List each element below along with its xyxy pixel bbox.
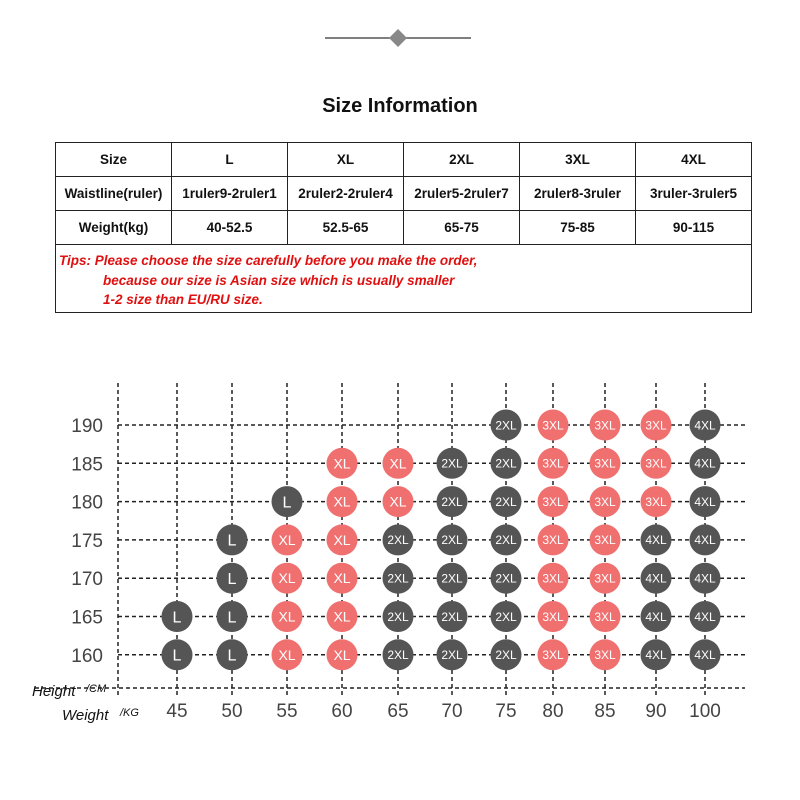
y-tick-label: 160 xyxy=(71,645,103,667)
table-cell: 3ruler-3ruler5 xyxy=(636,177,752,211)
table-header-cell: Size xyxy=(56,143,172,177)
size-dot-label: XL xyxy=(333,608,351,625)
table-cell: 2ruler8-3ruler xyxy=(520,177,636,211)
tips-line: 1-2 size than EU/RU size. xyxy=(103,292,263,307)
size-dot-label: L xyxy=(227,570,237,588)
size-dot-label: 3XL xyxy=(594,609,616,624)
size-dot-label: 4XL xyxy=(694,456,716,471)
size-dot-label: 4XL xyxy=(694,571,716,586)
size-dot-label: 4XL xyxy=(694,648,716,663)
size-dot-label: 2XL xyxy=(495,533,517,548)
size-dot-label: XL xyxy=(278,570,296,587)
y-axis-title: Height xyxy=(32,683,76,700)
x-tick-label: 90 xyxy=(645,701,667,722)
table-cell: 40-52.5 xyxy=(172,211,288,245)
y-tick-label: 170 xyxy=(71,569,103,591)
y-tick-label: 165 xyxy=(71,607,103,629)
divider-ornament xyxy=(325,28,471,48)
size-dot-label: 3XL xyxy=(542,456,564,471)
table-cell: 2ruler5-2ruler7 xyxy=(404,177,520,211)
size-dot-label: 2XL xyxy=(387,609,409,624)
table-cell: Waistline(ruler) xyxy=(56,177,172,211)
x-tick-label: 85 xyxy=(594,701,616,722)
x-tick-label: 45 xyxy=(166,701,188,722)
tips-cell xyxy=(56,245,752,313)
size-dot-label: 2XL xyxy=(495,494,517,509)
size-dot-label: 2XL xyxy=(387,533,409,548)
size-dot-label: 3XL xyxy=(542,418,564,433)
page-title: Size Information xyxy=(322,95,478,117)
size-dot-label: 4XL xyxy=(645,648,667,663)
table-cell: 75-85 xyxy=(520,211,636,245)
table-header-cell: 2XL xyxy=(404,143,520,177)
size-dot-label: XL xyxy=(333,455,351,472)
table-header-cell: 3XL xyxy=(520,143,636,177)
table-cell: 52.5-65 xyxy=(288,211,404,245)
size-dot-label: 4XL xyxy=(645,533,667,548)
size-dot-label: 2XL xyxy=(387,648,409,663)
size-dot-label: 2XL xyxy=(441,533,463,548)
x-tick-label: 100 xyxy=(689,701,721,722)
size-dot-label: 2XL xyxy=(441,609,463,624)
size-dot-label: 4XL xyxy=(694,609,716,624)
size-dot-label: 4XL xyxy=(645,609,667,624)
size-chart xyxy=(0,370,800,740)
x-tick-label: 80 xyxy=(542,701,564,722)
size-dot-label: 4XL xyxy=(694,533,716,548)
size-dot-label: 3XL xyxy=(594,456,616,471)
size-dot-label: 3XL xyxy=(542,494,564,509)
size-dot-label: 3XL xyxy=(542,533,564,548)
table-header-cell: L xyxy=(172,143,288,177)
table-cell: 1ruler9-2ruler1 xyxy=(172,177,288,211)
tips-line: because our size is Asian size which is usually smaller xyxy=(103,272,455,288)
x-axis-title: Weight xyxy=(62,707,109,724)
y-tick-label: 175 xyxy=(71,530,103,552)
size-dot-label: 3XL xyxy=(645,494,667,509)
size-dot-label: 3XL xyxy=(645,456,667,471)
size-dot-label: XL xyxy=(278,608,296,625)
y-tick-label: 180 xyxy=(71,492,103,514)
size-dot-label: L xyxy=(227,609,237,627)
size-dot-label: XL xyxy=(389,455,407,472)
table-cell: 65-75 xyxy=(404,211,520,245)
table-cell: 90-115 xyxy=(636,211,752,245)
size-dot-label: 3XL xyxy=(594,494,616,509)
size-dot-label: 3XL xyxy=(542,648,564,663)
size-dot-label: 3XL xyxy=(645,418,667,433)
size-dot-label: 3XL xyxy=(594,533,616,548)
size-dot-label: 3XL xyxy=(594,418,616,433)
x-tick-label: 55 xyxy=(276,701,298,722)
table-header-cell: 4XL xyxy=(636,143,752,177)
table-row xyxy=(56,211,752,245)
table-header-cell: XL xyxy=(288,143,404,177)
size-dot-label: 2XL xyxy=(495,456,517,471)
size-dot-label: 4XL xyxy=(694,418,716,433)
table-cell: 2ruler2-2ruler4 xyxy=(288,177,404,211)
size-dot-label: 2XL xyxy=(441,571,463,586)
size-dot-label: 2XL xyxy=(441,494,463,509)
size-dot-label: L xyxy=(282,494,292,512)
x-tick-label: 60 xyxy=(331,701,353,722)
table-cell: Weight(kg) xyxy=(56,211,172,245)
table-header-row xyxy=(56,143,752,177)
x-tick-label: 70 xyxy=(441,701,463,722)
tips-line: Tips: Please choose the size carefully before you make the order, xyxy=(59,253,478,268)
x-tick-label: 50 xyxy=(221,701,243,722)
size-dot-label: L xyxy=(227,647,237,665)
size-dot-label: XL xyxy=(333,646,351,663)
size-table xyxy=(55,142,752,313)
y-tick-label: 190 xyxy=(71,416,103,437)
size-dot-label: L xyxy=(172,609,182,627)
size-dot-label: XL xyxy=(389,493,407,510)
table-row xyxy=(56,177,752,211)
size-dot-label: 2XL xyxy=(495,609,517,624)
size-dot-label: L xyxy=(172,647,182,665)
size-dot-label: 2XL xyxy=(387,571,409,586)
tips-row xyxy=(56,245,752,313)
size-dot-label: 2XL xyxy=(495,648,517,663)
size-dot-label: 2XL xyxy=(495,418,517,433)
size-dot-label: 3XL xyxy=(542,571,564,586)
y-axis-unit: /CM xyxy=(86,683,107,695)
size-dot-label: XL xyxy=(333,570,351,587)
size-dot-label: XL xyxy=(278,646,296,663)
size-dot-label: L xyxy=(227,532,237,550)
size-dot-label: 3XL xyxy=(594,648,616,663)
size-dot-label: 2XL xyxy=(441,648,463,663)
x-tick-label: 65 xyxy=(387,701,409,722)
size-dot-label: XL xyxy=(333,493,351,510)
size-dot-label: 2XL xyxy=(495,571,517,586)
diamond-icon xyxy=(389,29,407,47)
size-dot-label: 3XL xyxy=(542,609,564,624)
x-tick-label: 75 xyxy=(495,701,517,722)
size-dot-label: 3XL xyxy=(594,571,616,586)
size-dot-label: XL xyxy=(278,531,296,548)
size-dot-label: 4XL xyxy=(645,571,667,586)
size-dot-label: 4XL xyxy=(694,494,716,509)
size-dot-label: XL xyxy=(333,531,351,548)
y-tick-label: 185 xyxy=(71,454,103,476)
size-dot-label: 2XL xyxy=(441,456,463,471)
x-axis-unit: /KG xyxy=(120,707,139,719)
